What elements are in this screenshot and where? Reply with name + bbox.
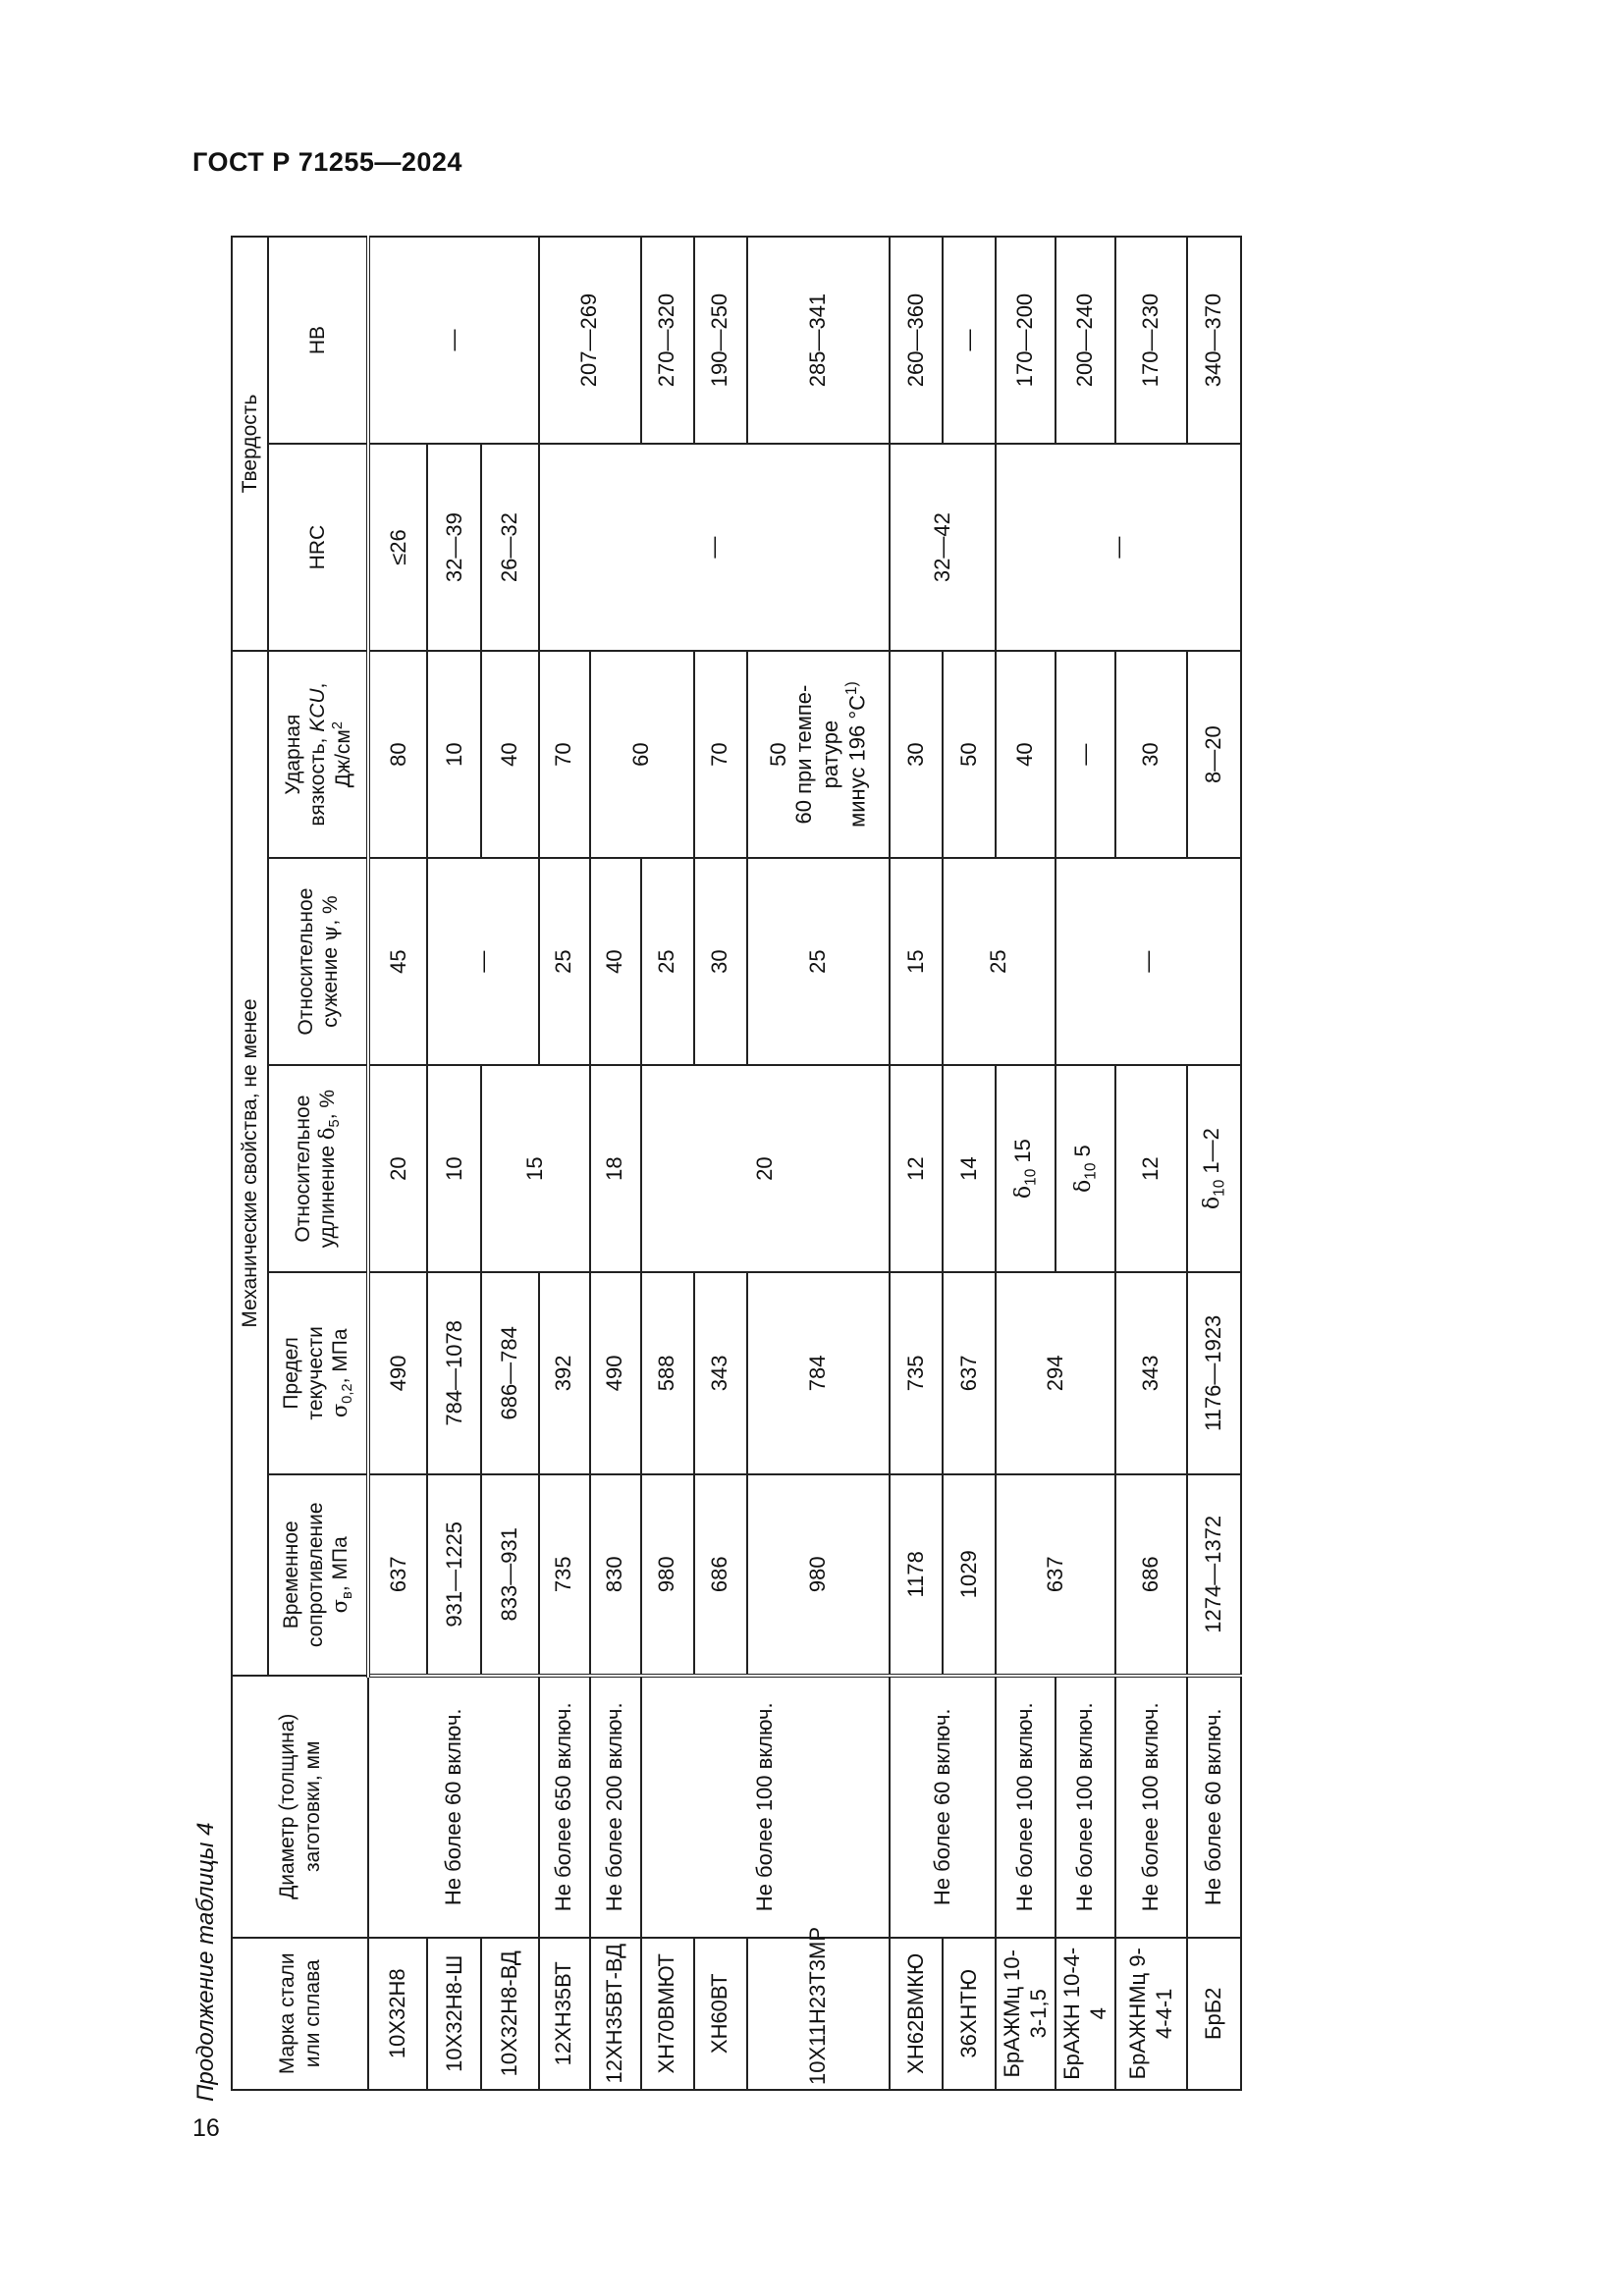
cell-elongation: 18: [590, 1065, 641, 1272]
cell-elongation: 12: [1115, 1065, 1187, 1272]
cell-tensile: 980: [641, 1474, 694, 1676]
cell-elongation: 20: [641, 1065, 890, 1272]
cell-tensile: 1178: [890, 1474, 943, 1676]
cell-yield: 637: [943, 1272, 996, 1473]
table-caption: Продолжение таблицы 4: [192, 1822, 219, 2102]
cell-impact: 8—20: [1187, 651, 1241, 858]
cell-tensile: 686: [694, 1474, 747, 1676]
cell-impact: 30: [890, 651, 943, 858]
cell-hrc: ≤26: [368, 444, 427, 651]
cell-reduction: 15: [890, 858, 943, 1065]
cell-hb: 340—370: [1187, 237, 1241, 444]
cell-impact: 80: [368, 651, 427, 858]
cell-impact: 60: [590, 651, 694, 858]
cell-reduction: 25: [641, 858, 694, 1065]
cell-yield: 735: [890, 1272, 943, 1473]
cell-grade: 10Х32Н8-ВД: [481, 1938, 538, 2090]
cell-grade: 10Х11Н23Т3МР: [747, 1938, 890, 2090]
cell-reduction: —: [427, 858, 538, 1065]
header-mech-group: Механические свойства, не менее: [232, 651, 268, 1676]
cell-elongation: 12: [890, 1065, 943, 1272]
cell-hb: —: [943, 237, 996, 444]
cell-diameter: Не более 100 включ.: [1056, 1676, 1115, 1938]
cell-reduction: 25: [943, 858, 1056, 1065]
header-hardness-group: Твердость: [232, 237, 268, 651]
cell-yield: 490: [368, 1272, 427, 1473]
cell-hb: —: [368, 237, 538, 444]
cell-impact: 40: [996, 651, 1056, 858]
cell-grade: 36ХНТЮ: [943, 1938, 996, 2090]
cell-grade: ХН70ВМЮТ: [641, 1938, 694, 2090]
cell-grade: БрАЖМц 10-3-1,5: [996, 1938, 1056, 2090]
cell-impact: 50: [943, 651, 996, 858]
cell-hb: 170—200: [996, 237, 1056, 444]
cell-impact-note: 50 60 при темпе- ратуре минус 196 $^\circ С^{1)}$: [747, 651, 890, 858]
cell-diameter: Не более 200 включ.: [590, 1676, 641, 1938]
cell-hb: 200—240: [1056, 237, 1115, 444]
cell-hrc: —: [539, 444, 890, 651]
header-reduction: Относительное сужение ψ, %: [268, 858, 368, 1065]
cell-diameter: Не более 100 включ.: [1115, 1676, 1187, 1938]
cell-impact: 10: [427, 651, 481, 858]
cell-tensile: 1029: [943, 1474, 996, 1676]
cell-grade: ХН62ВМКЮ: [890, 1938, 943, 2090]
cell-impact: 70: [539, 651, 590, 858]
header-hrc: HRC: [268, 444, 368, 651]
cell-elongation: $\delta_{10}$ 5: [1056, 1065, 1115, 1272]
header-yield: Предел текучести $\sigma_{0,2}$, МПа: [268, 1272, 368, 1473]
cell-impact: 30: [1115, 651, 1187, 858]
cell-tensile: 1274—1372: [1187, 1474, 1241, 1676]
cell-grade: 10Х32Н8-Ш: [427, 1938, 481, 2090]
cell-elongation: 14: [943, 1065, 996, 1272]
cell-grade: БрАЖНМц 9-4-4-1: [1115, 1938, 1187, 2090]
cell-yield: 588: [641, 1272, 694, 1473]
cell-grade: ХН60ВТ: [694, 1938, 747, 2090]
cell-tensile: 931—1225: [427, 1474, 481, 1676]
cell-tensile: 833—931: [481, 1474, 538, 1676]
cell-yield: 294: [996, 1272, 1115, 1473]
cell-diameter: Не более 60 включ.: [1187, 1676, 1241, 1938]
rotated-table-wrapper: [231, 236, 1242, 2091]
cell-reduction: —: [1056, 858, 1241, 1065]
cell-hb: 285—341: [747, 237, 890, 444]
cell-hrc: 32—39: [427, 444, 481, 651]
cell-yield: 343: [1115, 1272, 1187, 1473]
cell-grade: 12ХН35ВТ: [539, 1938, 590, 2090]
cell-grade: 12ХН35ВТ-ВД: [590, 1938, 641, 2090]
cell-hrc: —: [996, 444, 1241, 651]
cell-yield: 784—1078: [427, 1272, 481, 1473]
cell-yield: 343: [694, 1272, 747, 1473]
cell-tensile: 735: [539, 1474, 590, 1676]
header-impact: Ударная вязкость, KCU, $Дж/см^2$: [268, 651, 368, 858]
cell-grade: БрАЖН 10-4-4: [1056, 1938, 1115, 2090]
cell-reduction: 40: [590, 858, 641, 1065]
cell-hb: 207—269: [539, 237, 641, 444]
cell-hb: 190—250: [694, 237, 747, 444]
cell-hrc: 26—32: [481, 444, 538, 651]
header-grade: Марка стали или сплава: [232, 1938, 368, 2090]
cell-impact: 40: [481, 651, 538, 858]
cell-elongation: $\delta_{10}$ 1—2: [1187, 1065, 1241, 1272]
cell-tensile: 686: [1115, 1474, 1187, 1676]
header-tensile: Временное сопротивление $\sigma_в$, МПа: [268, 1474, 368, 1676]
header-elongation: Относительное удлинение $\delta_5$, %: [268, 1065, 368, 1272]
cell-reduction: 45: [368, 858, 427, 1065]
cell-reduction: 25: [539, 858, 590, 1065]
table-row: [890, 237, 943, 2090]
cell-elongation: $\delta_{10}$ 15: [996, 1065, 1056, 1272]
cell-yield: 490: [590, 1272, 641, 1473]
header-hb: НВ: [268, 237, 368, 444]
page-number: 16: [192, 2114, 220, 2142]
cell-diameter: Не более 60 включ.: [368, 1676, 538, 1938]
properties-table: [231, 236, 1242, 2091]
cell-grade: 10Х32Н8: [368, 1938, 427, 2090]
cell-elongation: 15: [481, 1065, 589, 1272]
cell-diameter: Не более 100 включ.: [996, 1676, 1056, 1938]
document-title: ГОСТ Р 71255—2024: [192, 147, 462, 177]
cell-diameter: Не более 650 включ.: [539, 1676, 590, 1938]
cell-yield: 1176—1923: [1187, 1272, 1241, 1473]
cell-tensile: 830: [590, 1474, 641, 1676]
cell-elongation: 20: [368, 1065, 427, 1272]
cell-diameter: Не более 100 включ.: [641, 1676, 890, 1938]
header-diameter: Диаметр (толщина) заготовки, мм: [232, 1676, 368, 1938]
cell-hb: 260—360: [890, 237, 943, 444]
cell-diameter: Не более 60 включ.: [890, 1676, 996, 1938]
cell-hb: 170—230: [1115, 237, 1187, 444]
cell-impact: —: [1056, 651, 1115, 858]
cell-elongation: 10: [427, 1065, 481, 1272]
cell-reduction: 25: [747, 858, 890, 1065]
cell-hrc: 32—42: [890, 444, 996, 651]
cell-impact: 70: [694, 651, 747, 858]
cell-hb: 270—320: [641, 237, 694, 444]
table-row: [368, 237, 427, 2090]
cell-tensile: 637: [996, 1474, 1115, 1676]
cell-yield: 686—784: [481, 1272, 538, 1473]
cell-reduction: 30: [694, 858, 747, 1065]
cell-tensile: 637: [368, 1474, 427, 1676]
cell-grade: БрБ2: [1187, 1938, 1241, 2090]
cell-yield: 784: [747, 1272, 890, 1473]
table-row: [996, 237, 1056, 2090]
cell-yield: 392: [539, 1272, 590, 1473]
cell-tensile: 980: [747, 1474, 890, 1676]
